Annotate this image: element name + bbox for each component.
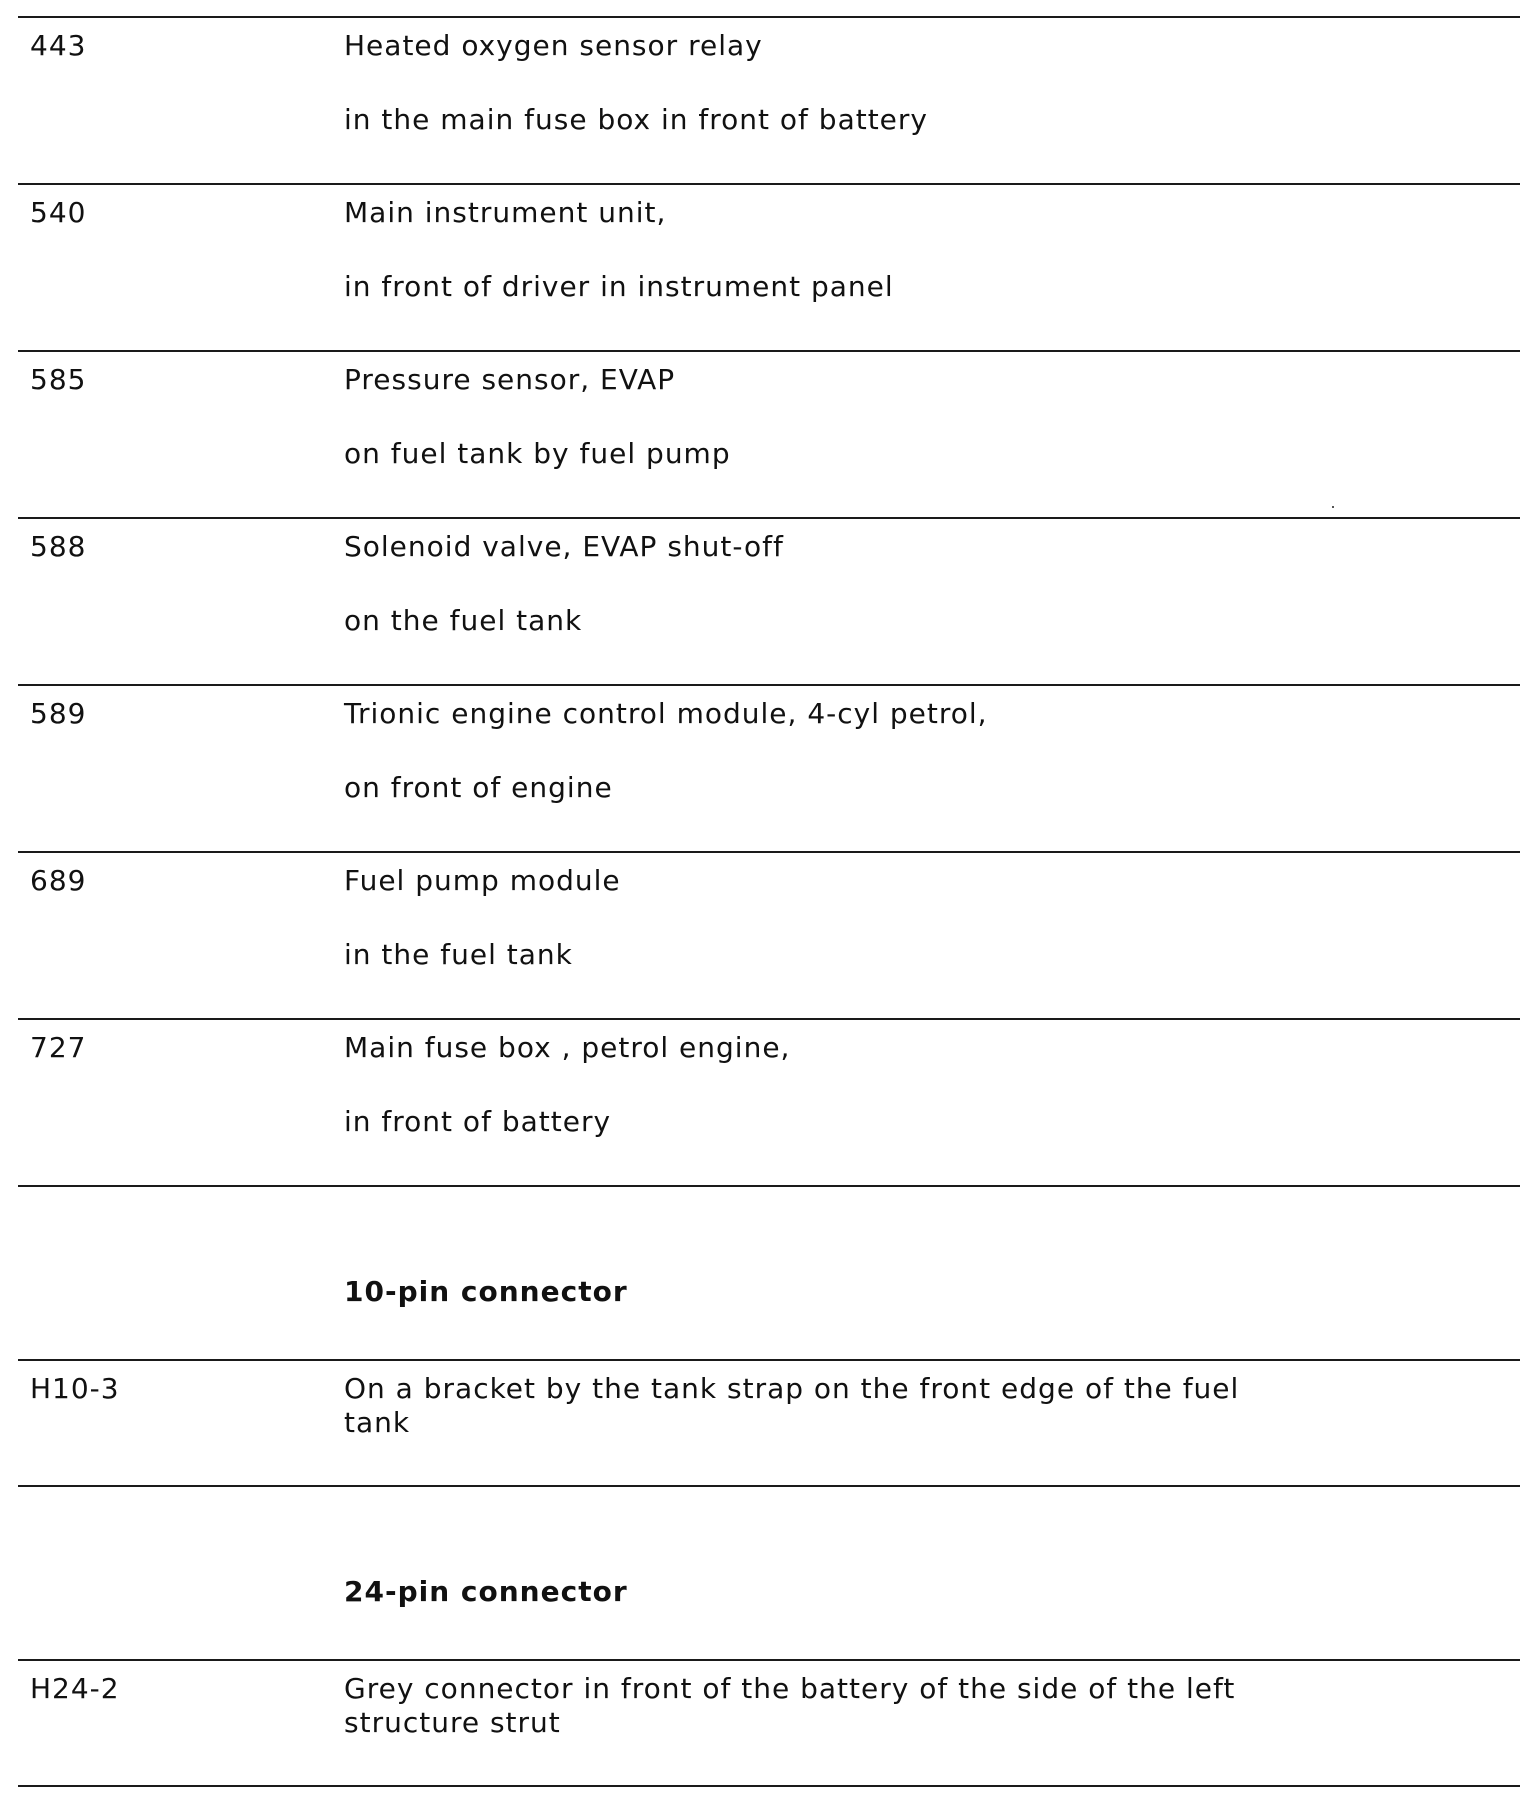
component-name: Solenoid valve, EVAP shut-off (344, 530, 784, 563)
component-name: Heated oxygen sensor relay (344, 29, 763, 62)
section-header-24pin (18, 1487, 1520, 1659)
component-location: on front of engine (344, 771, 613, 804)
table-row (18, 1361, 1520, 1485)
table-row (18, 1020, 1520, 1185)
table-divider (18, 1785, 1520, 1787)
connector-code: H24-2 (30, 1672, 120, 1705)
component-location-table (18, 16, 1520, 1787)
connector-code: H10-3 (30, 1372, 120, 1405)
section-heading: 10-pin connector (344, 1275, 628, 1308)
component-code: 689 (30, 864, 87, 897)
component-code: 589 (30, 697, 87, 730)
scan-speck (1332, 506, 1334, 508)
component-location: in front of battery (344, 1105, 612, 1138)
component-name: Main fuse box , petrol engine, (344, 1031, 791, 1064)
component-name: Pressure sensor, EVAP (344, 363, 676, 396)
connector-location: On a bracket by the tank strap on the front edge of the fuel tank (344, 1372, 1240, 1439)
table-row (18, 686, 1520, 851)
table-row (18, 352, 1520, 517)
component-code: 585 (30, 363, 87, 396)
table-row (18, 519, 1520, 684)
section-heading: 24-pin connector (344, 1575, 628, 1608)
component-location: in front of driver in instrument panel (344, 270, 894, 303)
connector-location: Grey connector in front of the battery of the side of the left structure strut (344, 1672, 1236, 1739)
table-row (18, 18, 1520, 183)
component-location: on fuel tank by fuel pump (344, 437, 731, 470)
component-location: in the main fuse box in front of battery (344, 103, 928, 136)
component-code: 727 (30, 1031, 87, 1064)
table-row (18, 853, 1520, 1018)
component-name: Fuel pump module (344, 864, 621, 897)
table-row (18, 1661, 1520, 1785)
component-code: 443 (30, 29, 87, 62)
table-row (18, 185, 1520, 350)
component-name: Main instrument unit, (344, 196, 667, 229)
section-header-10pin (18, 1187, 1520, 1359)
component-name: Trionic engine control module, 4-cyl petrol, (344, 697, 988, 730)
component-location: on the fuel tank (344, 604, 583, 637)
component-location: in the fuel tank (344, 938, 573, 971)
component-code: 540 (30, 196, 87, 229)
component-code: 588 (30, 530, 87, 563)
